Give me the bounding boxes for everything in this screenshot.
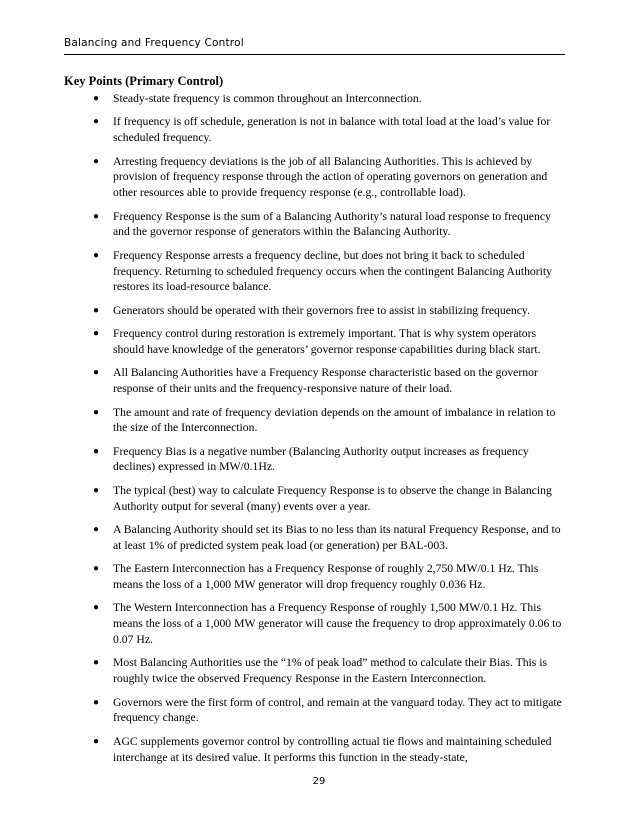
list-item (64, 522, 564, 554)
bullet-icon: ● (93, 93, 100, 104)
list-item (64, 365, 564, 397)
list-item (64, 600, 564, 647)
bullet-icon: ● (93, 155, 100, 167)
bullet-text: Frequency control during restoration is extremely important. That is why system operators should have knowledge of the generators’ governor response capabilities during black start. (113, 327, 541, 356)
bullet-icon: ● (93, 116, 100, 128)
bullet-icon: ● (93, 249, 100, 261)
header-rule (64, 54, 565, 55)
list-item (64, 326, 564, 358)
bullet-icon: ● (93, 602, 100, 614)
bullet-icon: ● (93, 696, 100, 708)
list-item (64, 734, 564, 766)
list-item (64, 655, 564, 687)
bullet-icon: ● (93, 484, 100, 496)
key-points-list (64, 91, 564, 773)
list-item (64, 91, 564, 107)
list-item (64, 248, 564, 295)
bullet-icon: ● (93, 735, 100, 747)
bullet-text: Most Balancing Authorities use the “1% of peak load” method to calculate their Bias. This is roughly twice the observed Frequency Response in the Eastern Interconnection. (113, 656, 548, 686)
bullet-text: A Balancing Authority should set its Bias to no less than its natural Frequency Response, and to at least 1% of predicted system peak load (or generation) per BAL-003. (113, 523, 561, 552)
bullet-text: The amount and rate of frequency deviation depends on the amount of imbalance in relation to the size of the Interconnection. (113, 405, 556, 435)
bullet-text: Frequency Bias is a negative number (Balancing Authority output increases as frequency declines) expressed in MW/0.1Hz. (113, 444, 529, 474)
page-number: 29 (312, 776, 326, 787)
list-item (64, 209, 564, 241)
bullet-icon: ● (93, 406, 100, 418)
section-title: Key Points (Primary Control) (64, 74, 224, 88)
bullet-text: If frequency is off schedule, generation is not in balance with total load at the load’s value for scheduled frequency. (113, 115, 551, 145)
bullet-icon: ● (93, 657, 100, 669)
bullet-text: Governors were the first form of control, and remain at the vanguard today. They act to mitigate frequency change. (113, 695, 562, 725)
bullet-icon: ● (93, 328, 100, 340)
list-item (64, 405, 564, 437)
list-item (64, 154, 564, 201)
bullet-icon: ● (93, 524, 100, 536)
bullet-text: Arresting frequency deviations is the job of all Balancing Authorities. This is achieved by provision of frequency response through the action of operating governors on generation and other resources able to provide frequency response (e.g., controllable load). (113, 154, 548, 200)
list-item (64, 114, 564, 146)
bullet-icon: ● (93, 563, 100, 575)
bullet-text: All Balancing Authorities have a Frequency Response characteristic based on the governor response of their units and the frequency-responsive nature of their load. (113, 366, 538, 396)
bullet-text: The Western Interconnection has a Frequency Response of roughly 1,500 MW/0.1 Hz. This means the loss of a 1,000 MW generator will cause the frequency to drop approximately 0.06 to 0.07 Hz. (113, 601, 562, 647)
bullet-text: The Eastern Interconnection has a Frequency Response of roughly 2,750 MW/0.1 Hz. This means the loss of a 1,000 MW generator will drop frequency roughly 0.036 Hz. (113, 562, 539, 592)
list-item (64, 695, 564, 727)
bullet-icon: ● (93, 445, 100, 457)
running-header: Balancing and Frequency Control (64, 37, 244, 49)
bullet-text: Frequency Response is the sum of a Balancing Authority’s natural load response to frequency and the governor response of generators within the Balancing Authority. (113, 209, 551, 239)
list-item (64, 561, 564, 593)
bullet-icon: ● (93, 210, 100, 222)
bullet-icon: ● (93, 367, 100, 379)
list-item (64, 483, 564, 515)
bullet-text: AGC supplements governor control by controlling actual tie flows and maintaining scheduled interchange at its desired value. It performs this function in the steady-state, (113, 734, 552, 764)
list-item (64, 444, 564, 476)
bullet-icon: ● (93, 304, 100, 316)
bullet-text: Frequency Response arrests a frequency decline, but does not bring it back to scheduled frequency. Returning to scheduled frequency occurs when the contingent Balancing Authority restores its load-resource balance. (113, 248, 553, 294)
bullet-text: Generators should be operated with their governors free to assist in stabilizing frequency. (113, 303, 530, 317)
list-item (64, 303, 564, 319)
bullet-text: Steady-state frequency is common throughout an Interconnection. (113, 92, 422, 105)
bullet-text: The typical (best) way to calculate Frequency Response is to observe the change in Balancing Authority output for several (many) events over a year. (113, 483, 552, 513)
